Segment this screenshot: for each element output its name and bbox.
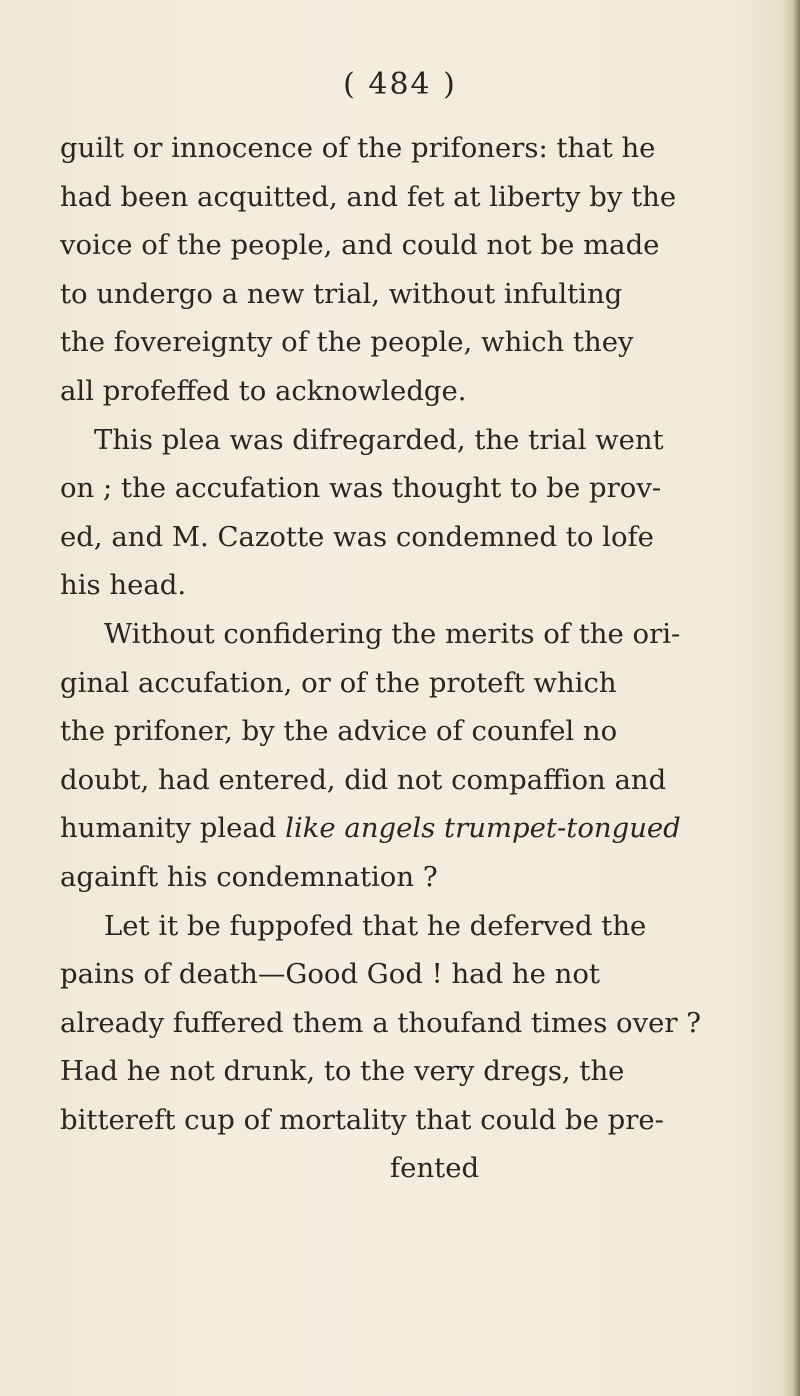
text-line: ed, and M. Cazotte was condemned to lofe: [60, 520, 654, 553]
text-line: Had he not drunk, to the very dregs, the: [60, 1055, 625, 1088]
text-line: guilt or innocence of the prifoners: that he: [60, 132, 656, 164]
body-text: [60, 124, 800, 1193]
text-line: the fovereignty of the people, which they: [60, 326, 634, 359]
text-line: againft his condemnation ?: [60, 860, 438, 893]
text-line: voice of the people, and could not be made: [60, 229, 660, 262]
page-number: ( 484 ): [343, 67, 457, 102]
text-line: his head.: [60, 569, 187, 602]
catchword: fented: [390, 1152, 480, 1185]
text-line: bittereft cup of mortality that could be pre-: [60, 1103, 664, 1136]
paragraph-start-line: This plea was difregarded, the trial went: [94, 423, 664, 456]
paragraph-start-line: Without confidering the merits of the ori-: [104, 617, 681, 650]
text-line: pains of death—Good God ! had he not: [60, 958, 600, 991]
paragraph-start-line: Let it be fuppofed that he deferved the: [104, 909, 647, 942]
text-line: [60, 804, 800, 853]
text-line: to undergo a new trial, without infulting: [60, 277, 623, 310]
text-line: ginal accufation, or of the proteft which: [60, 666, 617, 699]
text-line: the prifoner, by the advice of counfel no: [60, 715, 618, 748]
text-line: had been acquitted, and fet at liberty by the: [60, 180, 677, 213]
text-line: already fuffered them a thoufand times over ?: [60, 1006, 702, 1039]
italic-quotation: like angels trumpet-tongued: [285, 812, 681, 845]
text-run: humanity plead: [60, 812, 286, 845]
text-line: on ; the accufation was thought to be prov-: [60, 472, 662, 505]
text-line: all profeffed to acknowledge.: [60, 374, 467, 407]
text-line: doubt, had entered, did not compaffion and: [60, 763, 667, 796]
